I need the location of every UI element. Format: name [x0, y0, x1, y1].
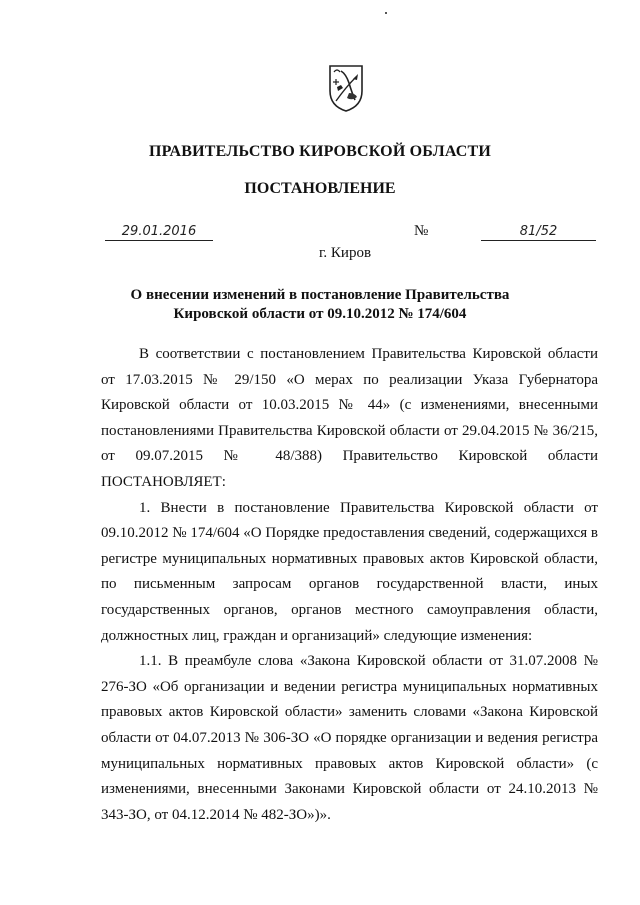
document-body	[101, 342, 598, 828]
coat-of-arms-icon	[327, 63, 365, 113]
government-title: ПРАВИТЕЛЬСТВО КИРОВСКОЙ ОБЛАСТИ	[148, 143, 492, 160]
document-subject	[0, 286, 640, 324]
subject-line-1: О внесении изменений в постановление Правительства	[130, 287, 510, 303]
document-number: 81/52	[481, 224, 596, 241]
scan-speck	[385, 12, 387, 14]
subject-line-2: Кировской области от 09.10.2012 № 174/604	[173, 306, 467, 322]
document-type: ПОСТАНОВЛЕНИЕ	[244, 180, 396, 197]
number-sign: №	[414, 223, 429, 239]
paragraph-preamble: В соответствии с постановлением Правительства Кировской области от 17.03.2015 № 29/150 «О мерах по реализации Указа Губернатора Кировской области от 10.03.2015 № 44» (с изменениями, внесенными постановлениями Правительства Кировской области от 29.04.2015 № 36/215, от 09.07.2015 № 48/388) Правительство Кировской области ПОСТАНОВЛЯЕТ:	[101, 346, 598, 490]
paragraph-item-1-1: 1.1. В преамбуле слова «Закона Кировской области от 31.07.2008 № 276-ЗО «Об организации и ведении регистра муниципальных нормативных правовых актов Кировской области» заменить словами «Закона Кировской области от 04.07.2013 № 306-ЗО «О порядке организации и ведения регистра муниципальных нормативных правовых актов Кировской области» (с изменениями, внесенными Законами Кировской области от 24.10.2013 № 343-ЗО, от 04.12.2014 № 482-ЗО»)».	[101, 653, 598, 823]
city: г. Киров	[318, 245, 372, 261]
document-date: 29.01.2016	[105, 224, 213, 241]
paragraph-item-1: 1. Внести в постановление Правительства Кировской области от 09.10.2012 № 174/604 «О Порядке предоставления сведений, содержащихся в регистре муниципальных нормативных правовых актов Кировской области, по письменным запросам органов государственной власти, иных государственных органов, органов местного самоуправления области, должностных лиц, граждан и организаций» следующие изменения:	[101, 499, 598, 644]
